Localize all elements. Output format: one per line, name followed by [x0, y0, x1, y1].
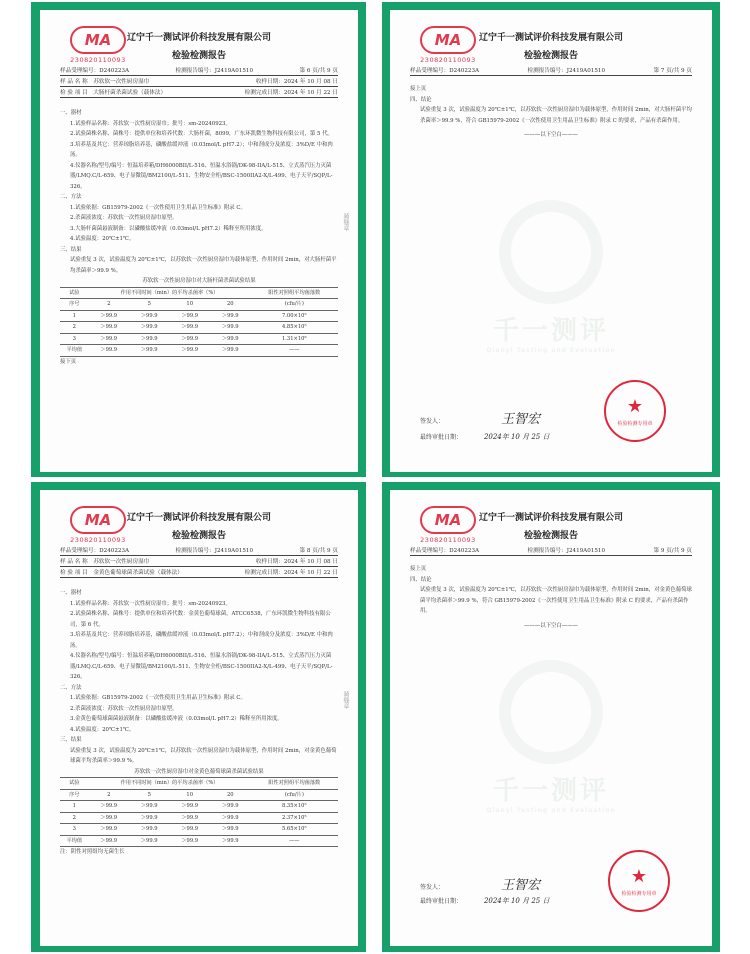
page-number: 第 8 页/共 9 页: [299, 548, 338, 554]
cell: 1: [60, 310, 89, 322]
cell: 平均值: [60, 345, 89, 357]
ma-code: 230820110093: [70, 56, 126, 64]
cell: ＞99.9: [129, 322, 169, 334]
report-body: [60, 108, 338, 367]
unit-cell: (cfu/片): [251, 789, 338, 801]
stamp-star-icon: ★: [626, 396, 644, 417]
section-heading: 四、结论: [410, 576, 432, 583]
cell: ＞99.9: [210, 801, 251, 813]
col-trial: 试验: [60, 778, 89, 790]
sign-date-line: 最终审批日期： 2024年 10 月 25 日: [420, 433, 550, 441]
cell: 2.37×10⁵: [251, 812, 338, 824]
body-line: 1.试验依据：GB15979-2002《一次性使用卫生用品卫生标准》附录 C。: [70, 695, 246, 701]
cell: 7.00×10⁵: [251, 310, 338, 322]
page-footer: 注：阴性对照组均无菌生长: [60, 849, 125, 855]
finish-date: 检测完成日期：2024 年 10 月 22 日: [244, 570, 338, 576]
cell: 2: [60, 322, 89, 334]
page-number: 第 6 页/共 9 页: [299, 68, 338, 74]
sample-no: 样品受理编号：D240223A: [60, 68, 130, 74]
sample-no: 样品受理编号：D240223A: [60, 548, 130, 554]
report-body: [60, 588, 338, 858]
page-number: 第 9 页/共 9 页: [653, 548, 692, 554]
report-meta: [410, 65, 692, 76]
report-page-8: [40, 490, 358, 946]
time-cell: 2: [89, 299, 129, 311]
cell: ＞99.9: [129, 801, 169, 813]
official-stamp: [604, 380, 666, 442]
page-footer: 接下页: [60, 358, 77, 365]
table-title: 苏软软一次性厨房湿巾对金黄色葡萄球菌杀菌试验结果: [134, 768, 264, 775]
section-heading: 三、结果: [60, 246, 82, 253]
report-title: 检验检测报告: [523, 531, 578, 541]
time-cell: 5: [129, 299, 169, 311]
cell: ＞99.9: [129, 824, 169, 836]
cell: 4.85×10⁵: [251, 322, 338, 334]
cell: ＞99.9: [210, 824, 251, 836]
table-row: [60, 812, 338, 824]
test-item: 检 验 项 目 金黄色葡萄球菌杀菌试验（载体法）: [60, 570, 183, 576]
conclusion-text: 试验重复 3 次，试验温度为 20℃±1℃，以苏软软一次性厨房湿巾为载体原型，作用时间 2min，对金黄色葡萄球菌平均杀菌率＞99.9 %，符合 GB15979-2002《一次性使用卫生用品卫生标准》附录 C 的要求，产品有杀菌作用。: [420, 587, 692, 614]
cell: ＞99.9: [89, 824, 129, 836]
watermark-subtext: Qianyi Testing and Evaluation: [486, 347, 616, 354]
cell: ＞99.9: [89, 333, 129, 345]
cell: ＞99.9: [129, 310, 169, 322]
cell: ＞99.9: [89, 345, 129, 357]
ma-code: 230820110093: [420, 536, 476, 544]
body-line: 4.试验温度：20℃±1℃。: [70, 236, 135, 242]
report-page-6: [40, 10, 358, 472]
body-line: 试验重复 3 次，试验温度为 20℃±1℃，以苏软软一次性厨房湿巾为载体原型，作用时间 2min，对金黄色葡萄球菌平均杀菌率＞99.9 %。: [70, 747, 337, 764]
col-time-header: 作用不同时间（min）的平均杀菌率（%）: [89, 778, 251, 790]
table-row: [60, 322, 338, 334]
body-line: 1.试验样品名称：苏软软一次性厨房湿巾；批号：sm-20240923。: [70, 120, 231, 127]
time-cell: 2: [89, 789, 129, 801]
body-line: 1.试验样品名称：苏软软一次性厨房湿巾；批号：sm-20240923。: [70, 600, 231, 607]
report-no: 检测报告编号：J2419A01510: [527, 548, 606, 554]
cell: ＞99.9: [129, 333, 169, 345]
ma-mark: MA: [420, 26, 476, 54]
table-row: [60, 345, 338, 357]
end-marker: ———以下空白———: [524, 132, 578, 138]
report-title: 检验检测报告: [171, 51, 226, 61]
report-meta: [60, 65, 338, 98]
cell: ＞99.9: [210, 310, 251, 322]
body-line: 4.仪器名称/型号/编号：恒温培养箱/DH6000BII/L-516、恒温水浴锅/DK-98-IIA/L-515、立式蒸汽压力灭菌器/LMQ.C/L-659、电子显微镜/BM2100/L-511、生物安全柜/BSC-1500IIA2-X/L-499、电子天平/SQP/L-326。: [70, 162, 333, 190]
report-no: 检测报告编号：J2419A01510: [175, 68, 254, 74]
body-line: 3.培养基及其它：营养琼脂培养基，磷酸盐缓冲液（0.03mol/L pH7.2）；中和剂成分及浓度：3%D/E 中和肉汤。: [70, 141, 333, 158]
body-line: 2.试验菌株名称、菌株号：提供单位和培养代数：大肠杆菌，8099，广东环凯微生物科技有限公司，第 5 代。: [70, 131, 333, 137]
col-ctrl-header: 阳性对照组平均菌落数: [251, 778, 338, 790]
cell: ＞99.9: [89, 835, 129, 847]
stamp-text: 检验检测专用章: [621, 891, 657, 897]
conclusion-text: 试验重复 3 次，试验温度为 20℃±1℃，以苏软软一次性厨房湿巾为载体原型，作用时间 2min，对大肠杆菌平均杀菌率＞99.9 %，符合 GB15979-2002《一次性使用卫生用品卫生标准》附录 C 的要求，产品有杀菌作用。: [420, 107, 692, 124]
cell: ＞99.9: [89, 812, 129, 824]
body-line: 试验重复 3 次，试验温度为 20℃±1℃，以苏软软一次性厨房湿巾为载体原型，作用时间 2min，对大肠杆菌平均杀菌率＞99.9 %。: [70, 257, 337, 274]
sample-name: 样 品 名 称 苏软软一次性厨房湿巾: [60, 79, 150, 85]
results-table: [60, 777, 338, 847]
body-line: 2.杀菌液浓度：苏软软一次性厨房湿巾原型。: [70, 215, 178, 221]
cell: 3: [60, 824, 89, 836]
cell: ＞99.9: [210, 322, 251, 334]
report-no: 检测报告编号：J2419A01510: [175, 548, 254, 554]
report-meta: [60, 545, 338, 578]
cell: ＞99.9: [169, 812, 209, 824]
cell: ＞99.9: [169, 801, 209, 813]
receive-date: 收样日期：2024 年 10 月 08 日: [255, 79, 338, 85]
cell: ＞99.9: [129, 835, 169, 847]
body-line: 3.金黄色葡萄球菌菌悬液制备：以磷酸盐缓冲液（0.03mol/L pH7.2）稀释至所用浓度。: [70, 716, 283, 722]
cell: ＞99.9: [129, 345, 169, 357]
cell: 1: [60, 801, 89, 813]
company-name: 辽宁千一测试评价科技发展有限公司: [126, 33, 271, 43]
ma-mark: MA: [70, 26, 126, 54]
body-line: 2.杀菌液浓度：苏软软一次性厨房湿巾原型。: [70, 705, 178, 712]
signer-line: 签发人： 王智宏: [420, 878, 540, 893]
signer-line: 签发人： 王智宏: [420, 412, 540, 427]
ma-code: 230820110093: [70, 536, 126, 544]
finish-date: 检测完成日期：2024 年 10 月 22 日: [244, 90, 338, 96]
col-seq: 序号: [60, 789, 89, 801]
watermark: [390, 200, 712, 354]
table-row: [60, 310, 338, 322]
stamp-star-icon: ★: [630, 866, 648, 887]
sample-name: 样 品 名 称 苏软软一次性厨房湿巾: [60, 559, 150, 565]
unit-cell: (cfu/片): [251, 299, 338, 311]
cell: 8.35×10⁵: [251, 801, 338, 813]
signature: 王智宏: [500, 878, 540, 893]
report-title: 检验检测报告: [171, 531, 226, 541]
end-marker: ———以下空白———: [524, 622, 578, 629]
col-ctrl-header: 阳性对照组平均菌落数: [251, 287, 338, 299]
page-number: 第 7 页/共 9 页: [653, 68, 692, 74]
section-heading: 一、器材: [60, 590, 82, 596]
table-row: [60, 801, 338, 813]
stamp-text: 检验检测专用章: [617, 421, 653, 427]
time-cell: 20: [210, 789, 251, 801]
cell: ——: [251, 345, 338, 357]
watermark-circle: [499, 200, 603, 304]
cell: ＞99.9: [169, 824, 209, 836]
table-row: [60, 824, 338, 836]
official-stamp: [608, 850, 670, 912]
cell: ＞99.9: [169, 333, 209, 345]
body-line: 2.试验菌株名称、菌株号：提供单位和培养代数：金黄色葡萄球菌，ATCC6538，广东环凯微生物科技有限公司，第 6 代。: [70, 611, 331, 628]
cell: ＞99.9: [210, 812, 251, 824]
cell: 5.65×10⁵: [251, 824, 338, 836]
watermark: [390, 660, 712, 814]
company-name: 辽宁千一测试评价科技发展有限公司: [126, 513, 271, 523]
col-seq: 序号: [60, 299, 89, 311]
section-heading: 一、器材: [60, 110, 82, 116]
company-name: 辽宁千一测试评价科技发展有限公司: [478, 513, 623, 523]
section-heading: 四、结论: [410, 96, 432, 103]
cell: ＞99.9: [89, 801, 129, 813]
watermark-circle: [499, 660, 603, 764]
section-heading: 二、方法: [60, 684, 82, 691]
report-body: [410, 564, 692, 631]
report-no: 检测报告编号：J2419A01510: [527, 68, 606, 74]
cell: ＞99.9: [210, 333, 251, 345]
report-page-7: [390, 10, 712, 472]
ma-mark: MA: [420, 506, 476, 534]
time-cell: 10: [169, 299, 209, 311]
results-table: [60, 287, 338, 357]
watermark-text: 千一测评: [492, 776, 609, 806]
cell: ＞99.9: [169, 345, 209, 357]
edge-mark: 骑缝章: [342, 690, 349, 709]
sample-no: 样品受理编号：D240223A: [410, 68, 480, 74]
company-name: 辽宁千一测试评价科技发展有限公司: [478, 33, 623, 43]
sign-date: 2024年 10 月 25 日: [483, 433, 550, 441]
sign-date: 2024年 10 月 25 日: [483, 897, 550, 905]
continued-text: 接上页: [410, 86, 427, 92]
cell: ＞99.9: [210, 345, 251, 357]
receive-date: 收样日期：2024 年 10 月 08 日: [255, 559, 338, 565]
signature: 王智宏: [500, 412, 540, 427]
cell: ＞99.9: [129, 812, 169, 824]
body-line: 3.大肠杆菌菌悬液制备：以磷酸盐缓冲液（0.03mol/L pH7.2）稀释至所用浓度。: [70, 225, 267, 232]
time-cell: 20: [210, 299, 251, 311]
sample-no: 样品受理编号：D240223A: [410, 548, 480, 554]
report-page-9: [390, 490, 712, 946]
cell: ——: [251, 835, 338, 847]
time-cell: 5: [129, 789, 169, 801]
col-trial: 试验: [60, 287, 89, 299]
col-time-header: 作用不同时间（min）的平均杀菌率（%）: [89, 287, 251, 299]
report-body: [410, 84, 692, 141]
cell: ＞99.9: [169, 310, 209, 322]
table-title: 苏软软一次性厨房湿巾对大肠杆菌杀菌试验结果: [142, 278, 256, 284]
watermark-subtext: Qianyi Testing and Evaluation: [486, 807, 616, 814]
cell: ＞99.9: [169, 322, 209, 334]
cell: ＞99.9: [169, 835, 209, 847]
watermark-text: 千一测评: [492, 316, 609, 346]
report-meta: [410, 545, 692, 556]
cell: 2: [60, 812, 89, 824]
section-heading: 二、方法: [60, 194, 82, 200]
sign-date-line: 最终审批日期： 2024年 10 月 25 日: [420, 897, 550, 905]
cell: 平均值: [60, 835, 89, 847]
test-item: 检 验 项 目 大肠杆菌杀菌试验（载体法）: [60, 90, 167, 96]
time-cell: 10: [169, 789, 209, 801]
cell: ＞99.9: [89, 310, 129, 322]
table-row: [60, 333, 338, 345]
body-line: 1.试验依据：GB15979-2002《一次性使用卫生用品卫生标准》附录 C。: [70, 204, 246, 211]
cell: 1.31×10⁶: [251, 333, 338, 345]
cell: ＞99.9: [210, 835, 251, 847]
cell: 3: [60, 333, 89, 345]
continued-text: 接上页: [410, 566, 427, 572]
cell: ＞99.9: [89, 322, 129, 334]
edge-mark: 骑缝章: [342, 213, 349, 232]
section-heading: 三、结果: [60, 737, 82, 743]
body-line: 4.仪器名称/型号/编号：恒温培养箱/DH6000BII/L-516、恒温水浴锅/DK-98-IIA/L-515、立式蒸汽压力灭菌器/LMQ.C/L-659、电子显微镜/BM2100/L-511、生物安全柜/BSC-1500IIA2-X/L-499、电子天平/SQP/L-326。: [70, 653, 333, 680]
ma-code: 230820110093: [420, 56, 476, 64]
table-row: [60, 835, 338, 847]
body-line: 4.试验温度：20℃±1℃。: [70, 726, 135, 733]
report-title: 检验检测报告: [523, 51, 578, 61]
ma-mark: MA: [70, 506, 126, 534]
body-line: 3.培养基及其它：营养琼脂培养基，磷酸盐缓冲液（0.03mol/L pH7.2）；中和剂成分及浓度：3%D/E 中和肉汤。: [70, 632, 333, 649]
